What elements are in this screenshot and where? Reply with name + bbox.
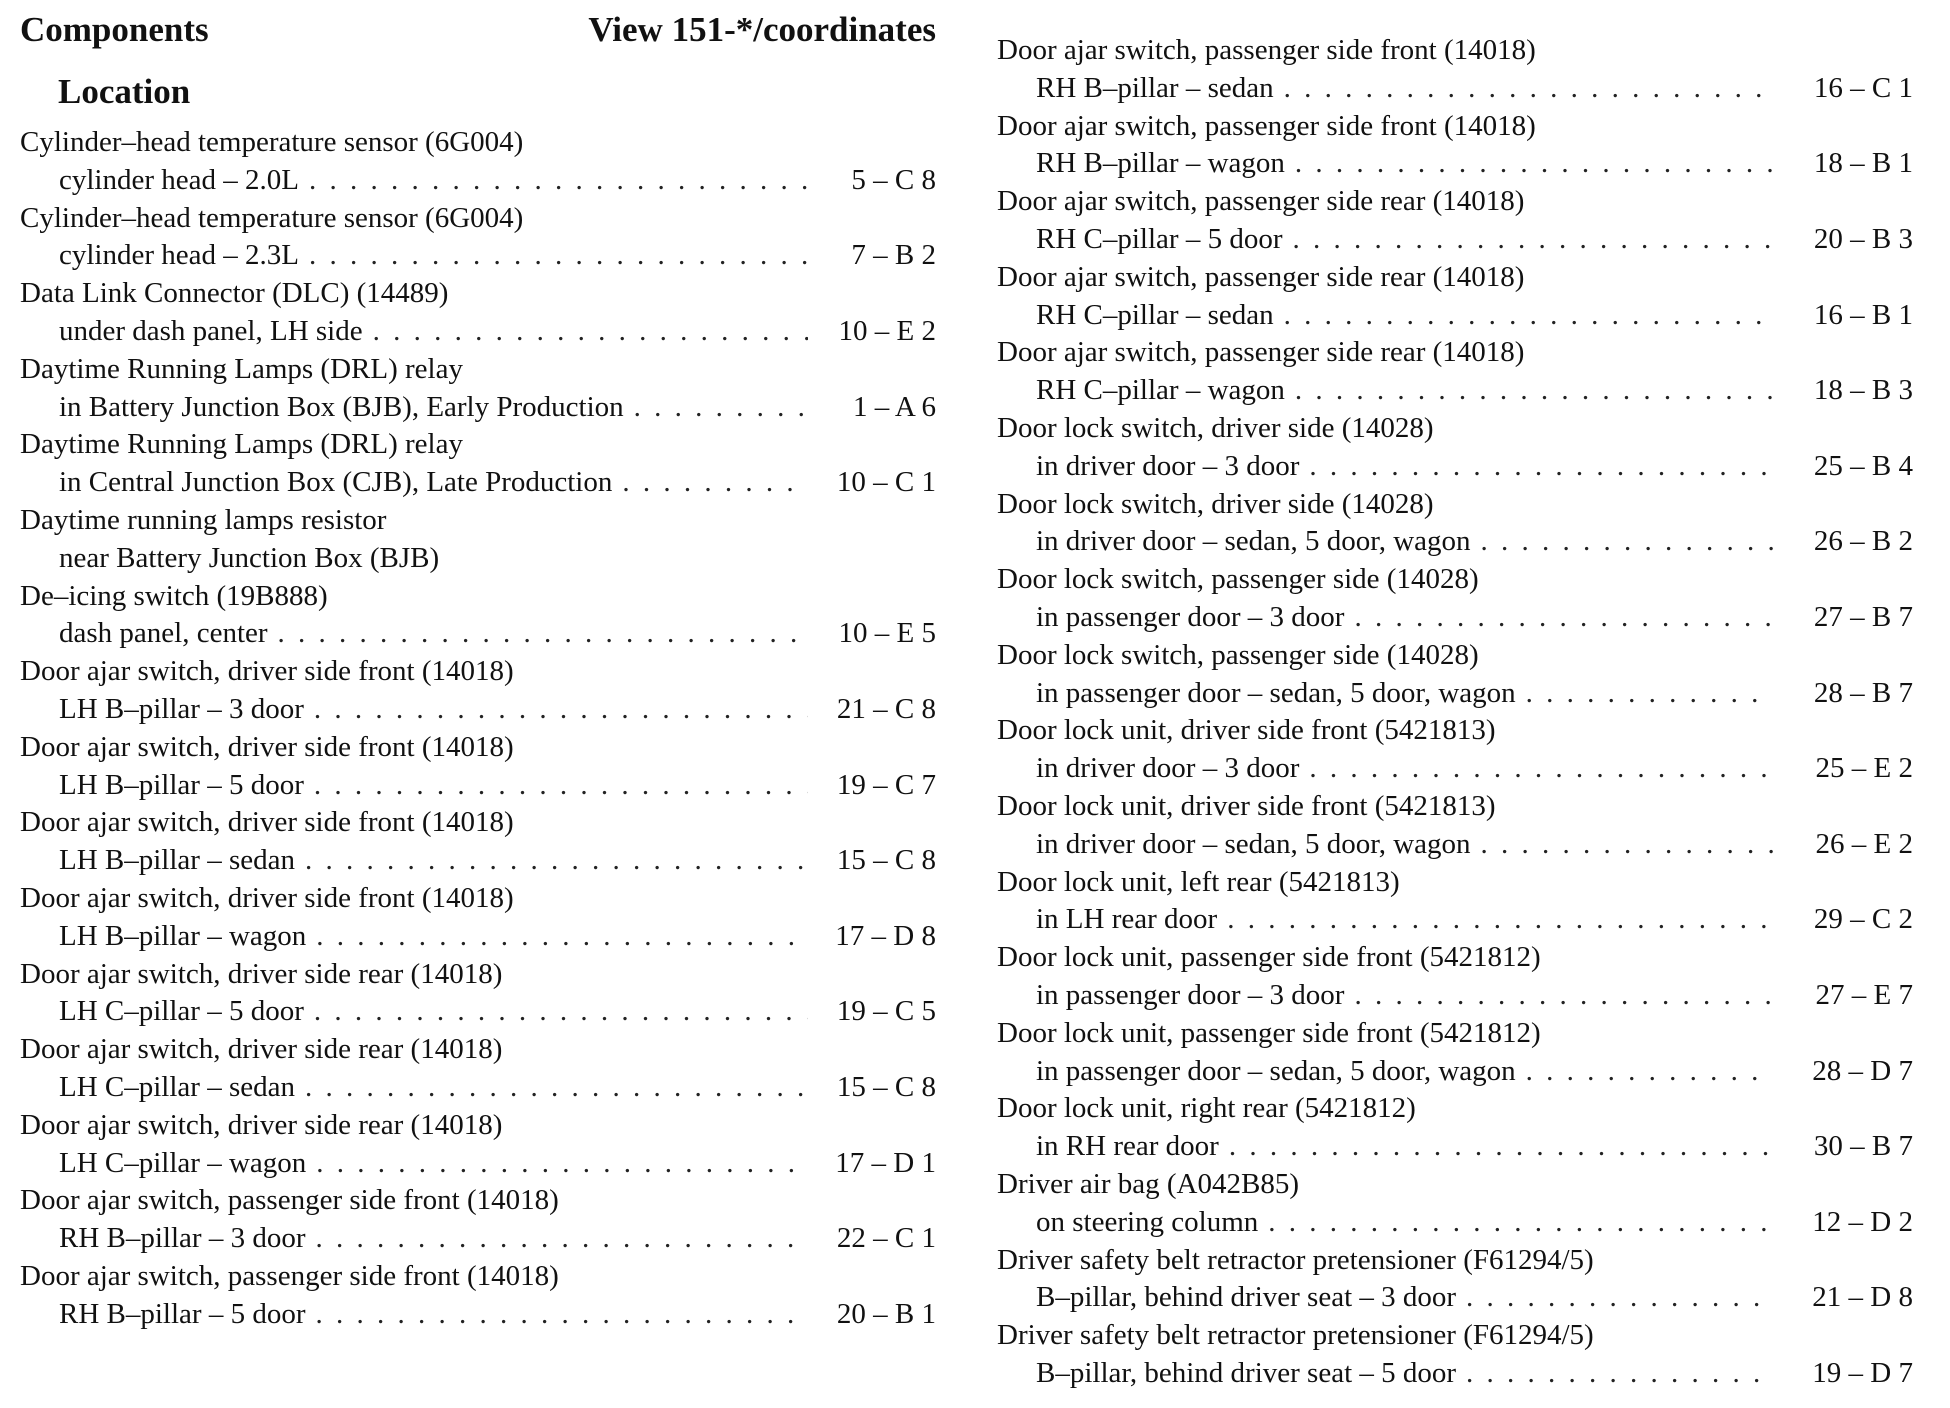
component-location: under dash panel, LH side	[59, 314, 363, 347]
component-title: Door lock switch, driver side (14028)	[997, 487, 1434, 520]
component-title: Door ajar switch, driver side rear (14018)	[20, 957, 503, 990]
component-location: RH C–pillar – sedan	[1036, 298, 1274, 331]
view-coordinate: 27 – B 7	[1813, 600, 1913, 633]
component-entry	[997, 561, 1913, 637]
component-entry	[20, 956, 936, 1032]
component-location: in passenger door – 3 door	[1036, 600, 1345, 633]
component-location-row	[997, 675, 1913, 713]
component-location-row	[20, 993, 936, 1031]
view-coordinate: 10 – C 1	[836, 466, 936, 499]
view-coordinate: 25 – B 4	[1813, 449, 1913, 482]
dot-leader	[314, 767, 808, 805]
component-location-row	[997, 1053, 1913, 1091]
right-entry-list	[997, 32, 1913, 1393]
component-location-row	[20, 1296, 936, 1334]
component-entry	[20, 1258, 936, 1334]
component-location: B–pillar, behind driver seat – 3 door	[1036, 1281, 1457, 1314]
dot-leader	[316, 918, 808, 956]
component-entry	[20, 653, 936, 729]
view-coordinate: 7 – B 2	[851, 239, 936, 272]
component-location-row	[20, 464, 936, 502]
dot-leader	[1293, 221, 1774, 259]
component-location: LH C–pillar – wagon	[59, 1146, 307, 1179]
component-location-row	[997, 750, 1913, 788]
dot-leader	[1481, 826, 1773, 864]
component-location: on steering column	[1036, 1205, 1259, 1238]
view-coordinate: 17 – D 1	[835, 1146, 936, 1179]
component-location-row	[20, 1145, 936, 1183]
component-location-row	[997, 448, 1913, 486]
view-coordinate: 21 – D 8	[1812, 1281, 1913, 1314]
view-coordinate: 19 – C 5	[836, 995, 936, 1028]
component-location-row	[20, 313, 936, 351]
component-title: Daytime running lamps resistor	[20, 503, 387, 536]
component-location-row	[20, 767, 936, 805]
component-entry	[20, 880, 936, 956]
component-title: Door ajar switch, driver side rear (14018)	[20, 1108, 503, 1141]
component-entry	[20, 729, 936, 805]
component-title: Door lock unit, driver side front (5421813)	[997, 714, 1496, 747]
component-entry	[997, 32, 1913, 108]
component-title: Driver safety belt retractor pretensioner (F61294/5)	[997, 1243, 1594, 1276]
component-location-row	[20, 691, 936, 729]
dot-leader	[314, 993, 808, 1031]
dot-leader	[316, 1296, 809, 1334]
dot-leader	[1268, 1204, 1773, 1242]
component-location-row	[20, 842, 936, 880]
component-title: Door ajar switch, passenger side rear (14018)	[997, 336, 1525, 369]
dot-leader	[309, 237, 808, 275]
dot-leader	[305, 842, 808, 880]
component-title: Daytime Running Lamps (DRL) relay	[20, 352, 463, 385]
component-entry	[20, 351, 936, 427]
component-location-row	[997, 297, 1913, 335]
component-title: Cylinder–head temperature sensor (6G004)	[20, 201, 524, 234]
component-entry	[997, 1090, 1913, 1166]
component-title: Data Link Connector (DLC) (14489)	[20, 277, 449, 310]
view-coordinate: 12 – D 2	[1812, 1205, 1913, 1238]
component-entry	[997, 1166, 1913, 1242]
component-location-row	[20, 389, 936, 427]
view-coordinate: 30 – B 7	[1813, 1130, 1913, 1163]
view-coordinate: 18 – B 3	[1813, 374, 1913, 407]
view-coordinate: 1 – A 6	[853, 390, 936, 423]
component-location-row	[20, 615, 936, 653]
view-coordinate: 15 – C 8	[836, 1070, 936, 1103]
component-location-row	[20, 1220, 936, 1258]
component-title: Door lock switch, passenger side (14028)	[997, 563, 1479, 596]
dot-leader	[278, 615, 808, 653]
component-title: Door ajar switch, passenger side rear (14018)	[997, 260, 1525, 293]
component-entry	[20, 578, 936, 654]
component-title: De–icing switch (19B888)	[20, 579, 328, 612]
component-title: Cylinder–head temperature sensor (6G004)	[20, 126, 524, 158]
component-entry	[997, 108, 1913, 184]
component-title: Driver safety belt retractor pretensioner (F61294/5)	[997, 1319, 1594, 1352]
component-entry	[997, 183, 1913, 259]
component-location: RH B–pillar – 5 door	[59, 1297, 306, 1330]
component-title: Door ajar switch, driver side front (14018)	[20, 881, 514, 914]
dot-leader	[1227, 901, 1773, 939]
component-entry	[997, 939, 1913, 1015]
view-coordinate: 15 – C 8	[836, 844, 936, 877]
component-location-row	[20, 540, 936, 578]
dot-leader	[1466, 1355, 1773, 1393]
dot-leader	[622, 464, 808, 502]
component-entry	[997, 788, 1913, 864]
component-entry	[20, 275, 936, 351]
component-location-row	[997, 523, 1913, 561]
view-coordinate: 26 – B 2	[1813, 525, 1913, 558]
view-coordinate: 10 – E 5	[838, 617, 936, 650]
component-location: dash panel, center	[59, 617, 268, 650]
component-title: Door lock switch, driver side (14028)	[997, 411, 1434, 444]
dot-leader	[1481, 523, 1773, 561]
component-title: Door lock unit, passenger side front (5421812)	[997, 941, 1541, 974]
component-title: Door ajar switch, driver side front (14018)	[20, 655, 514, 688]
component-entry	[20, 200, 936, 276]
view-coordinate: 21 – C 8	[836, 692, 936, 725]
component-title: Door ajar switch, passenger side front (14018)	[997, 109, 1536, 142]
component-location: in driver door – sedan, 5 door, wagon	[1036, 525, 1471, 558]
component-title: Driver air bag (A042B85)	[997, 1167, 1299, 1200]
dot-leader	[1466, 1279, 1773, 1317]
component-location-row	[20, 1069, 936, 1107]
component-location: LH C–pillar – 5 door	[59, 995, 304, 1028]
component-location-row	[20, 162, 936, 200]
component-title: Door ajar switch, driver side front (14018)	[20, 806, 514, 839]
dot-leader	[1284, 297, 1773, 335]
left-entry-list	[20, 124, 936, 1334]
component-entry	[997, 334, 1913, 410]
component-entry	[997, 410, 1913, 486]
component-entry	[20, 1031, 936, 1107]
component-entry	[20, 124, 936, 200]
view-coordinate: 29 – C 2	[1813, 903, 1913, 936]
component-location: LH C–pillar – sedan	[59, 1070, 295, 1103]
component-location-row	[20, 237, 936, 275]
view-coordinate: 16 – C 1	[1813, 71, 1913, 104]
view-coordinate: 10 – E 2	[838, 314, 936, 347]
component-location: RH B–pillar – sedan	[1036, 71, 1274, 104]
component-location-row	[997, 901, 1913, 939]
dot-leader	[1295, 145, 1773, 183]
left-column	[20, 0, 936, 1334]
component-location: near Battery Junction Box (BJB)	[59, 541, 440, 574]
component-title: Door lock unit, right rear (5421812)	[997, 1092, 1416, 1125]
component-location-row	[997, 372, 1913, 410]
component-entry	[997, 864, 1913, 940]
component-entry	[20, 502, 936, 578]
component-location-row	[997, 977, 1913, 1015]
view-coordinate: 16 – B 1	[1813, 298, 1913, 331]
dot-leader	[1309, 448, 1773, 486]
view-coordinates-heading: View 151-*/coordinates	[588, 10, 936, 49]
view-coordinate: 20 – B 1	[836, 1297, 936, 1330]
component-location-row	[997, 1279, 1913, 1317]
component-title: Door ajar switch, passenger side rear (14018)	[997, 185, 1525, 218]
component-location: in LH rear door	[1036, 903, 1218, 936]
component-location: LH B–pillar – wagon	[59, 919, 307, 952]
view-coordinate: 22 – C 1	[836, 1222, 936, 1255]
dot-leader	[309, 162, 808, 200]
dot-leader	[316, 1220, 809, 1258]
component-location: in RH rear door	[1036, 1130, 1219, 1163]
component-location: B–pillar, behind driver seat – 5 door	[1036, 1356, 1457, 1389]
component-location: LH B–pillar – sedan	[59, 844, 295, 877]
dot-leader	[316, 1145, 808, 1183]
page-header	[20, 0, 936, 60]
view-coordinate: 26 – E 2	[1815, 827, 1913, 860]
component-entry	[997, 1242, 1913, 1318]
component-location: RH C–pillar – wagon	[1036, 374, 1285, 407]
component-title: Door lock unit, passenger side front (5421812)	[997, 1016, 1541, 1049]
component-location: in passenger door – sedan, 5 door, wagon	[1036, 676, 1516, 709]
component-location: in Central Junction Box (CJB), Late Production	[59, 466, 613, 499]
dot-leader	[1354, 599, 1773, 637]
component-location: LH B–pillar – 3 door	[59, 692, 304, 725]
component-location: in driver door – 3 door	[1036, 449, 1300, 482]
component-entry	[997, 1015, 1913, 1091]
component-entry	[20, 426, 936, 502]
component-entry	[20, 804, 936, 880]
component-location-row	[997, 1204, 1913, 1242]
view-coordinate: 19 – D 7	[1812, 1356, 1913, 1389]
dot-leader	[1309, 750, 1773, 788]
location-heading: Location	[58, 72, 191, 111]
component-title: Door lock switch, passenger side (14028)	[997, 638, 1479, 671]
dot-leader	[1229, 1128, 1773, 1166]
view-coordinate: 28 – D 7	[1812, 1054, 1913, 1087]
component-location-row	[997, 145, 1913, 183]
dot-leader	[634, 389, 808, 427]
view-coordinate: 5 – C 8	[851, 163, 936, 196]
component-title: Door ajar switch, driver side front (14018)	[20, 730, 514, 763]
dot-leader	[314, 691, 808, 729]
component-location: LH B–pillar – 5 door	[59, 768, 304, 801]
view-coordinate: 20 – B 3	[1813, 222, 1913, 255]
view-coordinate: 28 – B 7	[1813, 676, 1913, 709]
right-column	[997, 32, 1913, 1393]
component-entry	[20, 1182, 936, 1258]
component-title: Door ajar switch, passenger side front (14018)	[20, 1259, 559, 1292]
component-location-row	[997, 70, 1913, 108]
dot-leader	[305, 1069, 808, 1107]
component-location: in passenger door – sedan, 5 door, wagon	[1036, 1054, 1516, 1087]
dot-leader	[1526, 1053, 1773, 1091]
component-location: RH C–pillar – 5 door	[1036, 222, 1283, 255]
view-coordinate: 18 – B 1	[1813, 147, 1913, 180]
component-title: Door ajar switch, passenger side front (14018)	[20, 1184, 559, 1217]
component-entry	[20, 1107, 936, 1183]
view-coordinate: 25 – E 2	[1815, 752, 1913, 785]
component-title: Door ajar switch, passenger side front (14018)	[997, 34, 1536, 66]
dot-leader	[1354, 977, 1773, 1015]
component-location: cylinder head – 2.3L	[59, 239, 299, 272]
components-heading: Components	[20, 10, 209, 49]
view-coordinate: 27 – E 7	[1815, 978, 1913, 1011]
component-entry	[997, 1317, 1913, 1393]
component-location: RH B–pillar – wagon	[1036, 147, 1285, 180]
component-location: in Battery Junction Box (BJB), Early Production	[59, 390, 624, 423]
component-location: in driver door – 3 door	[1036, 752, 1300, 785]
component-entry	[997, 486, 1913, 562]
dot-leader	[1295, 372, 1773, 410]
component-location: RH B–pillar – 3 door	[59, 1222, 306, 1255]
component-location-row	[997, 826, 1913, 864]
component-title: Door lock unit, left rear (5421813)	[997, 865, 1400, 898]
view-coordinate: 19 – C 7	[836, 768, 936, 801]
component-title: Daytime Running Lamps (DRL) relay	[20, 428, 463, 461]
component-location-row	[20, 918, 936, 956]
component-entry	[997, 637, 1913, 713]
component-entry	[997, 259, 1913, 335]
component-location-row	[997, 221, 1913, 259]
component-title: Door lock unit, driver side front (5421813)	[997, 789, 1496, 822]
component-location: in passenger door – 3 door	[1036, 978, 1345, 1011]
dot-leader	[1284, 70, 1773, 108]
component-location-row	[997, 599, 1913, 637]
component-location: cylinder head – 2.0L	[59, 163, 299, 196]
dot-leader	[373, 313, 808, 351]
component-location: in driver door – sedan, 5 door, wagon	[1036, 827, 1471, 860]
component-title: Door ajar switch, driver side rear (14018)	[20, 1033, 503, 1066]
component-location-row	[997, 1128, 1913, 1166]
component-entry	[997, 712, 1913, 788]
view-coordinate: 17 – D 8	[835, 919, 936, 952]
dot-leader	[1526, 675, 1773, 713]
component-location-row	[997, 1355, 1913, 1393]
